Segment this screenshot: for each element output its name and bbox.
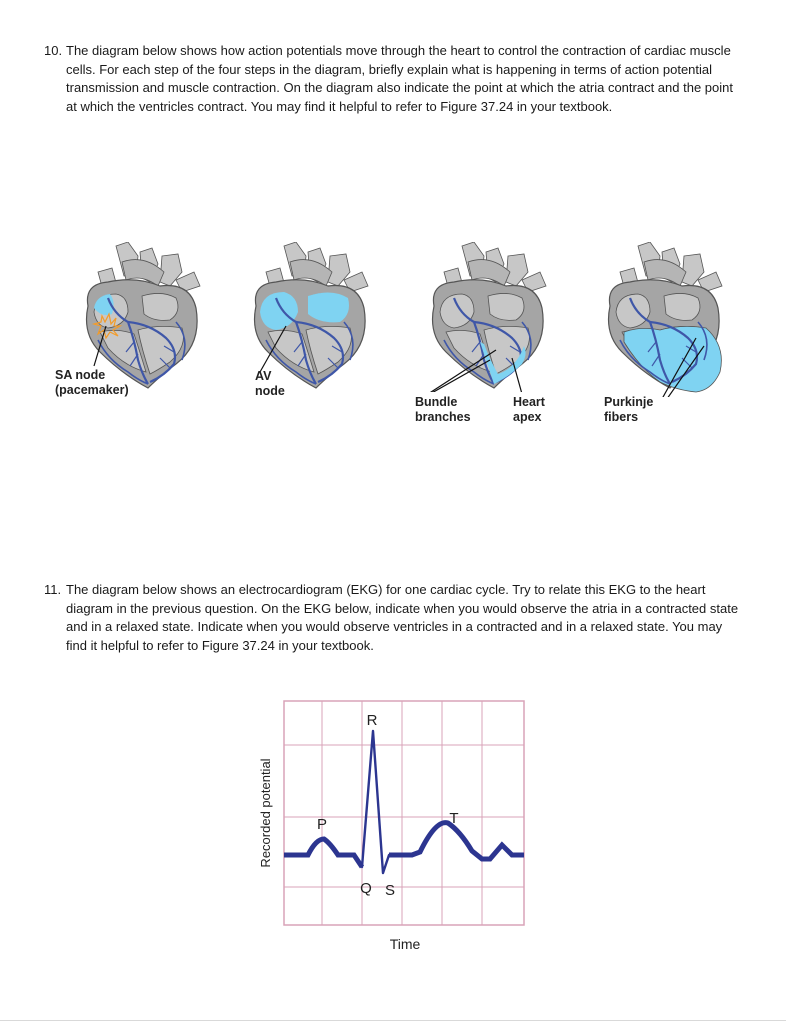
ekg-label-s: S: [384, 882, 396, 899]
ekg-trace-baseline-left: [284, 839, 362, 867]
question-11: [44, 581, 744, 655]
ekg-label-p: P: [316, 816, 328, 833]
purkinje-label-line2: fibers: [604, 410, 639, 424]
ekg-diagram: [250, 695, 540, 960]
ekg-x-axis-label: Time: [389, 936, 421, 952]
sa-node-label-line1: SA node: [55, 368, 106, 382]
ekg-y-axis-label: Recorded potential: [258, 758, 273, 868]
purkinje-fibers-label: [604, 395, 653, 425]
heart-2-atrium-right-signal: [308, 292, 349, 322]
question-10-number: 10.: [44, 43, 63, 58]
apex-label-line1: Heart: [513, 395, 545, 409]
bundle-branches-label: [415, 395, 471, 425]
av-node-label: [255, 369, 285, 399]
heart-apex-label: [513, 395, 545, 425]
heart-step-3: [424, 242, 554, 392]
page-bottom-rule: [0, 1020, 786, 1021]
ekg-frame: [284, 701, 524, 925]
question-11-number: 11.: [44, 582, 62, 597]
av-node-label-line2: node: [255, 384, 285, 398]
heart-1-body: [87, 242, 201, 388]
question-10: [44, 42, 744, 116]
question-10-text: The diagram below shows how action potentials move through the heart to control the contraction of cardiac muscle cells. For each step of the four steps in the diagram, briefly explain what is happening in terms of action potential transmission and muscle contraction. On the diagram also indicate the point at which the atria contract and the point at which the ventricles contract. You may find it helpful to refer to Figure 37.24 in your textbook.: [66, 43, 733, 114]
bundle-label-line1: Bundle: [415, 395, 458, 409]
apex-label-line2: apex: [513, 410, 542, 424]
sa-node-label: [55, 368, 129, 398]
ekg-trace: [284, 731, 524, 873]
bundle-label-line2: branches: [415, 410, 471, 424]
ekg-trace-baseline-right: [389, 823, 524, 859]
ekg-label-r: R: [366, 712, 378, 729]
av-node-label-line1: AV: [255, 369, 272, 383]
ekg-grid: [284, 701, 524, 925]
ekg-label-q: Q: [360, 880, 372, 897]
question-11-text: The diagram below shows an electrocardiogram (EKG) for one cardiac cycle. Try to relate this EKG to the heart diagram in the previous question. On the EKG below, indicate when you would observe the atria in a contracted state and in a relaxed state. Indicate when you would observe ventricles in a contracted and in a relaxed state. You may find it helpful to refer to Figure 37.24 in your textbook.: [66, 582, 739, 653]
ekg-label-t: T: [449, 810, 459, 827]
heart-step-4: [600, 242, 730, 397]
sa-node-label-line2: (pacemaker): [55, 383, 129, 397]
purkinje-label-line1: Purkinje: [604, 395, 654, 409]
